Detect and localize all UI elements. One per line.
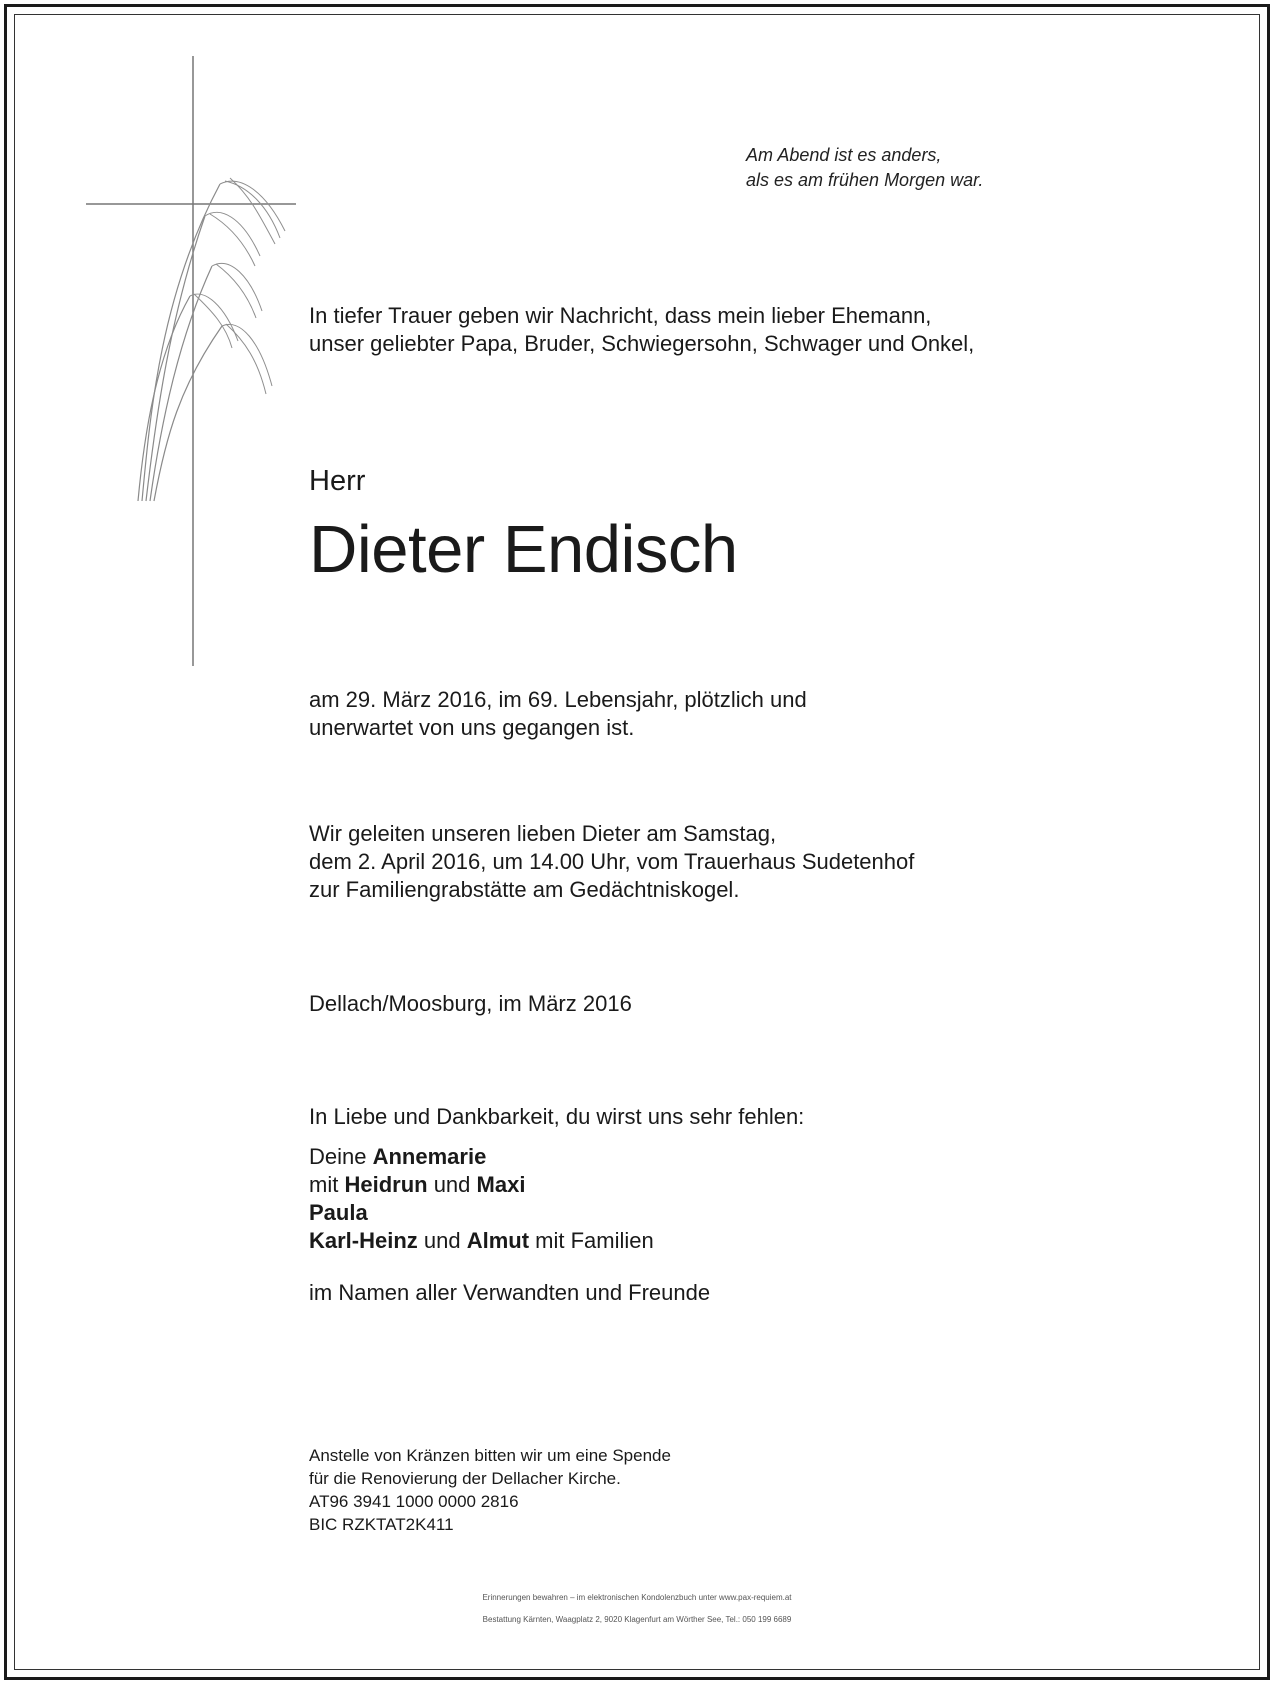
text-prefix: Deine xyxy=(309,1144,373,1169)
announcement-intro xyxy=(309,302,974,358)
motto-line-2: als es am frühen Morgen war. xyxy=(746,170,984,190)
funeral-line-1: Wir geleiten unseren lieben Dieter am Samstag, xyxy=(309,821,777,846)
donation-line-1: Anstelle von Kränzen bitten wir um eine Spende xyxy=(309,1446,671,1465)
death-notice xyxy=(309,686,807,742)
intro-line-1: In tiefer Trauer geben wir Nachricht, dass mein lieber Ehemann, xyxy=(309,303,932,328)
text-suffix: mit Familien xyxy=(529,1228,654,1253)
closing-line: im Namen aller Verwandten und Freunde xyxy=(309,1280,711,1305)
mourner-line-4 xyxy=(309,1227,654,1255)
mourner-name: Annemarie xyxy=(372,1144,487,1169)
mourner-name: Almut xyxy=(466,1228,530,1253)
motto-line-1: Am Abend ist es anders, xyxy=(746,145,942,165)
place-and-date: Dellach/Moosburg, im März 2016 xyxy=(309,991,632,1016)
motto-quote xyxy=(746,143,983,193)
mourner-line-3 xyxy=(309,1199,654,1227)
funeral-line-3: zur Familiengrabstätte am Gedächtniskogel. xyxy=(309,877,740,902)
funeral-line-2: dem 2. April 2016, um 14.00 Uhr, vom Trauerhaus Sudetenhof xyxy=(309,849,915,874)
deceased-name: Dieter Endisch xyxy=(309,512,738,587)
footer-address: Bestattung Kärnten, Waagplatz 2, 9020 Klagenfurt am Wörther See, Tel.: 050 199 6689 xyxy=(482,1615,792,1624)
donation-request xyxy=(309,1444,671,1536)
donation-iban: AT96 3941 1000 0000 2816 xyxy=(309,1492,519,1511)
text-connector: und xyxy=(417,1228,467,1253)
mourner-name: Heidrun xyxy=(344,1172,428,1197)
donation-bic: BIC RZKTAT2K411 xyxy=(309,1515,454,1534)
text-prefix: mit xyxy=(309,1172,345,1197)
signature-intro: In Liebe und Dankbarkeit, du wirst uns sehr fehlen: xyxy=(309,1104,805,1129)
footer-condolence-link: Erinnerungen bewahren – im elektronischen Kondolenzbuch unter www.pax-requiem.at xyxy=(482,1593,792,1602)
mourner-name: Maxi xyxy=(476,1172,526,1197)
death-line-1: am 29. März 2016, im 69. Lebensjahr, plötzlich und xyxy=(309,687,807,712)
mourner-line-1 xyxy=(309,1143,654,1171)
death-line-2: unerwartet von uns gegangen ist. xyxy=(309,715,635,740)
mourner-name: Karl-Heinz xyxy=(309,1228,418,1253)
funeral-details xyxy=(309,820,914,904)
intro-line-2: unser geliebter Papa, Bruder, Schwiegersohn, Schwager und Onkel, xyxy=(309,331,975,356)
donation-line-2: für die Renovierung der Dellacher Kirche. xyxy=(309,1469,621,1488)
mourner-name: Paula xyxy=(309,1200,368,1225)
cross-with-wheat-icon xyxy=(80,56,300,676)
mourners-list xyxy=(309,1143,654,1255)
text-connector: und xyxy=(427,1172,477,1197)
mourner-line-2 xyxy=(309,1171,654,1199)
deceased-title: Herr xyxy=(309,465,366,497)
